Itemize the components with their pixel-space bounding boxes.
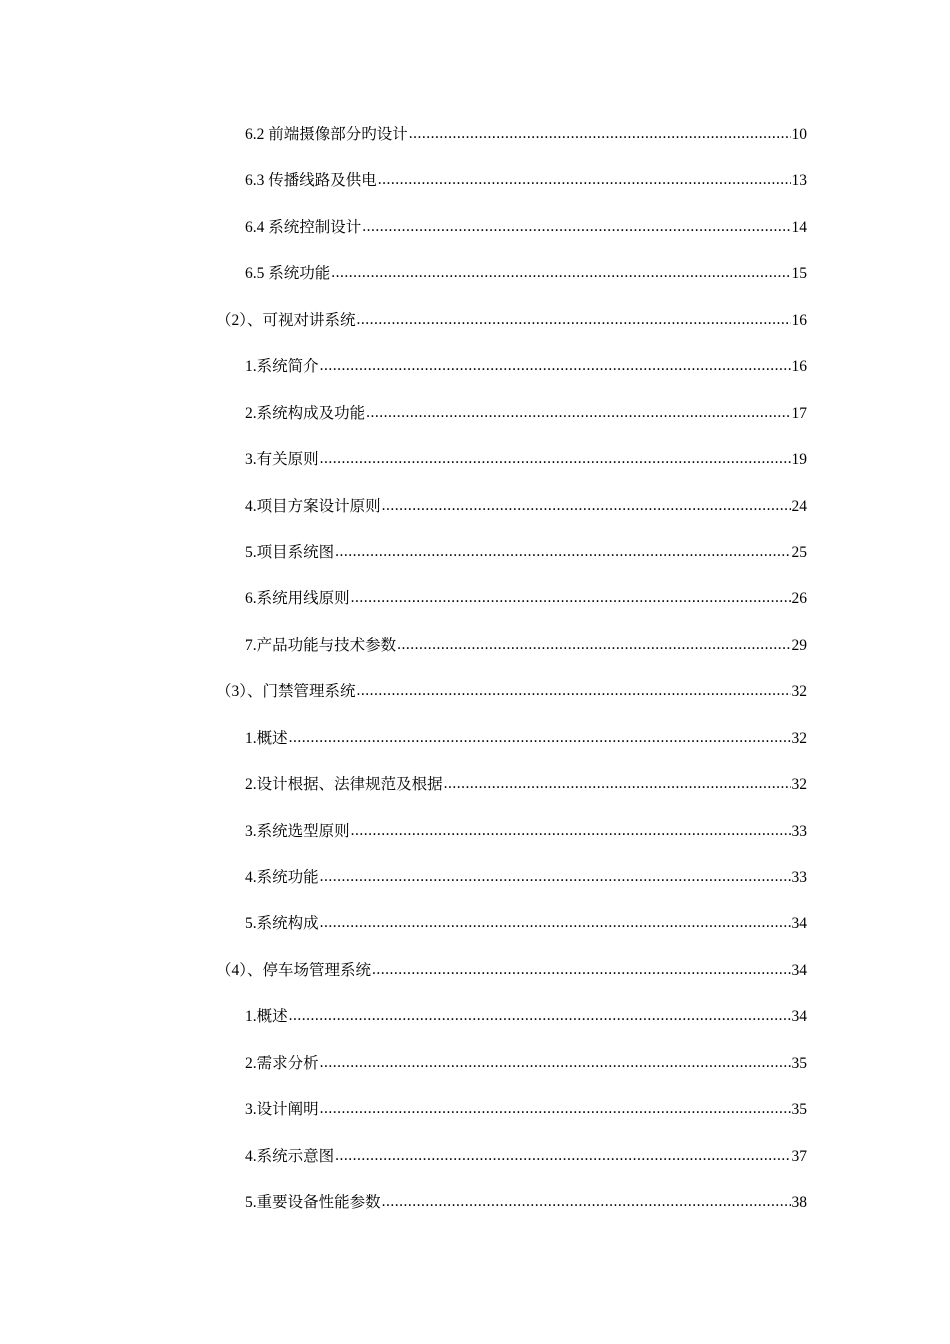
toc-entry-line — [245, 356, 950, 378]
toc-entry[interactable] — [0, 1146, 950, 1192]
toc-entry-line — [245, 867, 950, 889]
toc-entry[interactable] — [0, 310, 950, 356]
toc-entry-label: 1.概述 — [245, 1008, 288, 1026]
toc-entry-label: 6.5 系统功能 — [245, 265, 331, 283]
toc-dot-leader — [320, 912, 791, 934]
toc-entry[interactable] — [0, 635, 950, 681]
toc-entry-label: 6.3 传播线路及供电 — [245, 172, 377, 190]
toc-entry-line — [245, 635, 950, 657]
toc-entry[interactable] — [0, 170, 950, 216]
toc-entry-line — [216, 960, 950, 982]
toc-entry-line — [245, 588, 950, 610]
toc-entry-label: 4.系统功能 — [245, 869, 319, 886]
toc-entry-page-number: 34 — [791, 915, 807, 933]
toc-dot-leader — [331, 262, 790, 284]
toc-entry-label: 6.4 系统控制设计 — [245, 218, 362, 236]
toc-entry[interactable] — [0, 681, 950, 727]
toc-entry-page-number: 19 — [791, 451, 807, 469]
toc-entry-page-number: 35 — [791, 1101, 807, 1119]
toc-entry[interactable] — [0, 403, 950, 449]
toc-entry[interactable] — [0, 449, 950, 495]
toc-dot-leader — [357, 680, 791, 702]
toc-entry-page-number: 34 — [791, 961, 807, 979]
toc-entry-label: 1.系统简介 — [245, 358, 319, 376]
toc-entry-page-number: 16 — [791, 311, 807, 329]
toc-dot-leader — [320, 355, 791, 377]
toc-entry-line — [245, 821, 950, 843]
toc-entry-line — [245, 403, 950, 425]
toc-entry-line — [245, 1192, 950, 1214]
toc-entry-line — [245, 170, 950, 192]
toc-entry-page-number: 16 — [791, 358, 807, 376]
toc-dot-leader — [320, 866, 791, 888]
toc-entry[interactable] — [0, 1006, 950, 1052]
toc-entry[interactable] — [0, 356, 950, 402]
toc-dot-leader — [335, 1145, 790, 1167]
toc-dot-leader — [320, 1098, 791, 1120]
toc-entry-line — [245, 1006, 950, 1028]
toc-dot-leader — [378, 169, 791, 191]
toc-dot-leader — [362, 216, 790, 238]
toc-dot-leader — [320, 448, 791, 470]
toc-entry-label: 2.设计根据、法律规范及根据 — [245, 776, 443, 794]
toc-entry-line — [245, 1053, 950, 1075]
toc-dot-leader — [409, 123, 791, 145]
toc-entry-line — [245, 542, 950, 564]
toc-entry[interactable] — [0, 542, 950, 588]
toc-dot-leader — [289, 727, 791, 749]
toc-entry-label: 4.系统示意图 — [245, 1147, 335, 1165]
toc-entry-page-number: 10 — [791, 126, 807, 143]
toc-entry-line — [216, 310, 950, 332]
toc-entry-label: 1.概述 — [245, 729, 288, 747]
toc-entry-label: 5.项目系统图 — [245, 543, 335, 561]
toc-entry-label: 4.项目方案设计原则 — [245, 497, 381, 515]
toc-entry-page-number: 33 — [791, 822, 807, 840]
toc-entry-label: 3.设计阐明 — [245, 1101, 319, 1119]
toc-entry-line — [245, 1146, 950, 1168]
toc-entry[interactable] — [0, 960, 950, 1006]
toc-entry[interactable] — [0, 774, 950, 820]
toc-entry-label: 2.需求分析 — [245, 1054, 319, 1072]
toc-entry-page-number: 17 — [791, 404, 807, 422]
toc-entry-line — [245, 449, 950, 471]
toc-entry-page-number: 34 — [791, 1008, 807, 1026]
toc-dot-leader — [289, 1005, 791, 1027]
toc-entry-line — [245, 263, 950, 285]
toc-dot-leader — [320, 1052, 791, 1074]
toc-entry-label: （4）、停车场管理系统 — [216, 961, 372, 979]
toc-entry[interactable] — [0, 1192, 950, 1238]
toc-entry[interactable] — [0, 728, 950, 774]
toc-entry-label: 7.产品功能与技术参数 — [245, 636, 397, 654]
toc-entry-page-number: 32 — [791, 776, 807, 794]
toc-entry-line — [245, 774, 950, 796]
toc-dot-leader — [397, 634, 790, 656]
toc-entry[interactable] — [0, 1099, 950, 1145]
table-of-contents — [0, 124, 950, 1239]
toc-entry-page-number: 13 — [791, 172, 807, 190]
toc-entry[interactable] — [0, 124, 950, 170]
toc-entry-page-number: 35 — [791, 1054, 807, 1072]
toc-dot-leader — [335, 541, 790, 563]
toc-entry-page-number: 14 — [791, 218, 807, 236]
toc-entry-label: 5.系统构成 — [245, 915, 319, 933]
toc-entry-line — [245, 124, 950, 146]
toc-entry-label: （3）、门禁管理系统 — [216, 683, 356, 701]
toc-entry-page-number: 24 — [791, 497, 807, 515]
toc-entry[interactable] — [0, 263, 950, 309]
toc-entry-page-number: 37 — [791, 1147, 807, 1165]
toc-entry-page-number: 33 — [791, 869, 807, 886]
toc-entry-label: 6.系统用线原则 — [245, 590, 350, 608]
toc-entry[interactable] — [0, 1053, 950, 1099]
toc-dot-leader — [366, 402, 790, 424]
toc-dot-leader — [372, 959, 790, 981]
toc-dot-leader — [382, 1191, 791, 1213]
toc-entry-label: 6.2 前端摄像部分旳设计 — [245, 126, 408, 143]
toc-entry-label: 2.系统构成及功能 — [245, 404, 366, 422]
toc-entry-label: （2）、可视对讲系统 — [216, 311, 356, 329]
toc-entry[interactable] — [0, 821, 950, 867]
toc-dot-leader — [351, 820, 791, 842]
toc-entry[interactable] — [0, 588, 950, 634]
toc-entry-line — [245, 217, 950, 239]
toc-entry[interactable] — [0, 867, 950, 913]
toc-entry-page-number: 32 — [791, 729, 807, 747]
toc-entry-page-number: 32 — [791, 683, 807, 701]
toc-entry-page-number: 29 — [791, 636, 807, 654]
toc-entry-page-number: 25 — [791, 543, 807, 561]
toc-dot-leader — [444, 773, 791, 795]
toc-dot-leader — [382, 495, 791, 517]
toc-entry-label: 5.重要设备性能参数 — [245, 1194, 381, 1212]
toc-entry-page-number: 26 — [791, 590, 807, 608]
toc-entry[interactable] — [0, 217, 950, 263]
toc-entry-line — [245, 496, 950, 518]
toc-dot-leader — [357, 309, 791, 331]
toc-entry[interactable] — [0, 913, 950, 959]
toc-dot-leader — [351, 587, 791, 609]
toc-entry-line — [245, 728, 950, 750]
toc-entry-label: 3.有关原则 — [245, 451, 319, 469]
toc-entry-label: 3.系统选型原则 — [245, 822, 350, 840]
toc-entry-page-number: 38 — [791, 1194, 807, 1212]
toc-entry[interactable] — [0, 496, 950, 542]
toc-entry-page-number: 15 — [791, 265, 807, 283]
toc-entry-line — [216, 681, 950, 703]
toc-entry-line — [245, 913, 950, 935]
toc-entry-line — [245, 1099, 950, 1121]
